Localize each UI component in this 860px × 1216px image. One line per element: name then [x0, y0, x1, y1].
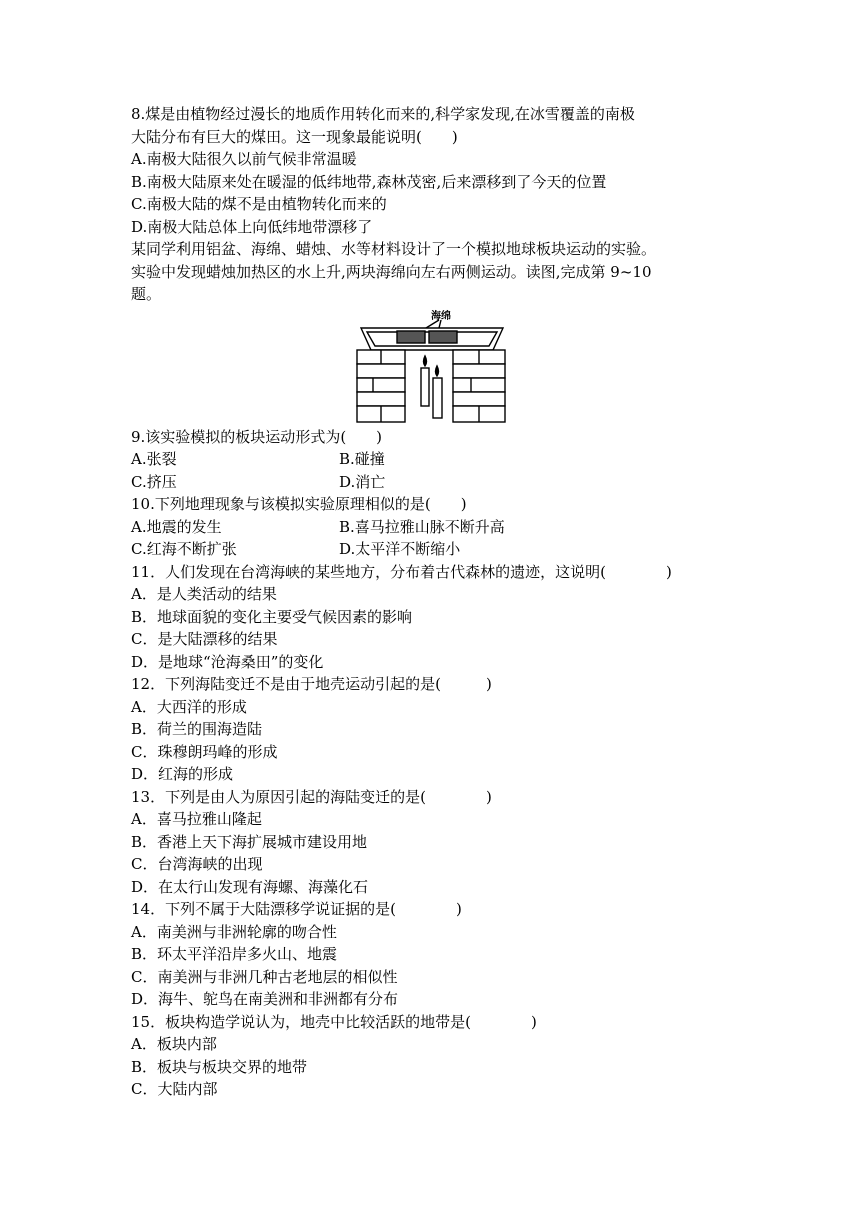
experiment-illustration: [353, 306, 513, 424]
question-9-stem: 9.该实验模拟的板块运动形式为( ): [131, 427, 383, 446]
experiment-figure: [131, 306, 741, 426]
question-10-option-b: B.喜马拉雅山脉不断升高: [339, 517, 505, 536]
question-8-option-b: B.南极大陆原来处在暖湿的低纬地带,森林茂密,后来漂移到了今天的位置: [131, 172, 607, 191]
question-8-option-d: D.南极大陆总体上向低纬地带漂移了: [131, 217, 373, 236]
question-10-option-c: C.红海不断扩张: [131, 540, 237, 558]
question-15-option-a: A．板块内部: [131, 1035, 217, 1053]
question-9-options-row1: [131, 448, 741, 471]
question-13-option-c: C．台湾海峡的出现: [131, 855, 263, 873]
question-8-stem-line1: 8.煤是由植物经过漫长的地质作用转化而来的,科学家发现,在冰雪覆盖的南极: [131, 105, 635, 123]
question-12-option-c: C．珠穆朗玛峰的形成: [131, 742, 278, 761]
question-11-option-a: A．是人类活动的结果: [131, 585, 277, 603]
experiment-intro: [131, 238, 741, 306]
question-11-option-c: C．是大陆漂移的结果: [131, 630, 278, 648]
question-8-option-a: A.南极大陆很久以前气候非常温暖: [131, 150, 357, 168]
question-10-option-d: D.太平洋不断缩小: [339, 540, 461, 558]
question-11-option-d: D．是地球“沧海桑田”的变化: [131, 652, 324, 671]
question-8: [131, 103, 741, 238]
sponge-label: 海绵: [431, 310, 451, 322]
question-11-option-b: B．地球面貌的变化主要受气候因素的影响: [131, 607, 413, 626]
question-13-stem: 13．下列是由人为原因引起的海陆变迁的是( ): [131, 787, 492, 806]
question-14-option-b: B．环太平洋沿岸多火山、地震: [131, 945, 338, 963]
intro-line1: 某同学利用铝盆、海绵、蜡烛、水等材料设计了一个模拟地球板块运动的实验。: [131, 240, 657, 258]
question-14-option-d: D．海牛、鸵鸟在南美洲和非洲都有分布: [131, 990, 399, 1008]
question-12-option-b: B．荷兰的围海造陆: [131, 720, 263, 738]
question-9-option-b: B.碰撞: [339, 450, 385, 468]
question-13: [131, 786, 741, 899]
question-13-option-b: B．香港上天下海扩展城市建设用地: [131, 832, 368, 851]
intro-line3: 题。: [131, 285, 162, 303]
question-12-option-a: A．大西洋的形成: [131, 697, 247, 716]
question-9-option-a: A.张裂: [131, 450, 177, 468]
question-15: [131, 1011, 741, 1101]
question-13-option-d: D．在太行山发现有海螺、海藻化石: [131, 877, 369, 896]
question-14-option-a: A．南美洲与非洲轮廓的吻合性: [131, 922, 337, 941]
question-11-stem: 11．人们发现在台湾海峡的某些地方，分布着古代森林的遗迹，这说明( ): [131, 562, 672, 581]
question-10-option-a: A.地震的发生: [131, 517, 222, 536]
question-9-option-d: D.消亡: [339, 472, 386, 491]
question-10-options-row1: [131, 516, 741, 539]
question-9-option-c: C.挤压: [131, 472, 177, 491]
question-9-options-row2: [131, 471, 741, 494]
question-12-option-d: D．红海的形成: [131, 765, 234, 783]
question-8-stem-line2: 大陆分布有巨大的煤田。这一现象最能说明( ): [131, 127, 458, 146]
question-10-stem: 10.下列地理现象与该模拟实验原理相似的是( ): [131, 495, 467, 513]
question-8-option-c: C.南极大陆的煤不是由植物转化而来的: [131, 195, 387, 213]
question-15-option-c: C．大陆内部: [131, 1080, 218, 1098]
question-14: [131, 898, 741, 1011]
question-13-option-a: A．喜马拉雅山隆起: [131, 810, 262, 828]
question-10: [131, 493, 741, 561]
question-page: [131, 103, 741, 1101]
question-14-option-c: C．南美洲与非洲几种古老地层的相似性: [131, 967, 398, 986]
question-12-stem: 12．下列海陆变迁不是由于地壳运动引起的是( ): [131, 675, 492, 693]
question-14-stem: 14．下列不属于大陆漂移学说证据的是( ): [131, 900, 462, 918]
question-12: [131, 673, 741, 786]
question-15-option-b: B．板块与板块交界的地带: [131, 1057, 308, 1076]
question-15-stem: 15．板块构造学说认为，地壳中比较活跃的地带是( ): [131, 1012, 537, 1031]
question-9: [131, 426, 741, 494]
question-10-options-row2: [131, 538, 741, 561]
intro-line2: 实验中发现蜡烛加热区的水上升,两块海绵向左右两侧运动。读图,完成第 9~10: [131, 262, 652, 281]
question-11: [131, 561, 741, 674]
